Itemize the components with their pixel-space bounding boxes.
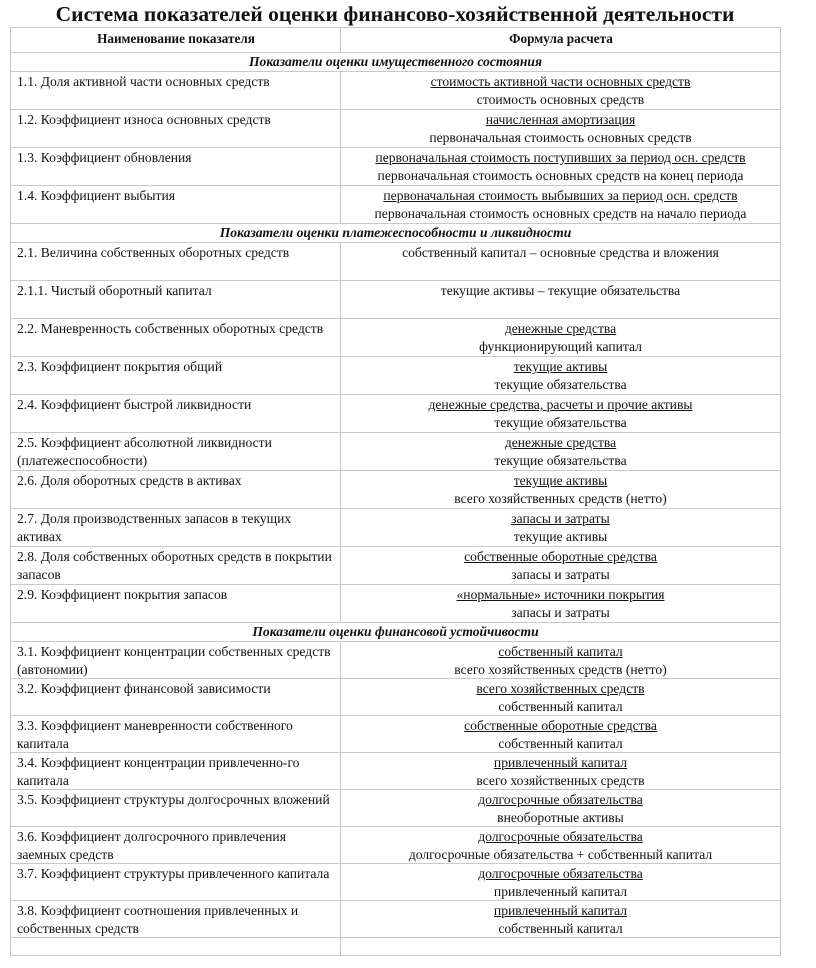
formula-denominator: собственный капитал <box>498 698 623 714</box>
indicator-name: 3.1. Коэффициент концентрации собственных средств (автономии) <box>11 642 341 679</box>
indicator-name: 3.7. Коэффициент структуры привлеченного капитала <box>11 864 341 901</box>
indicator-name: 1.2. Коэффициент износа основных средств <box>11 110 341 148</box>
formula-numerator: начисленная амортизация <box>485 112 636 127</box>
formula-cell <box>341 148 781 186</box>
table-row <box>11 827 781 864</box>
table-row <box>11 679 781 716</box>
indicator-name: 3.8. Коэффициент соотношения привлеченных и собственных средств <box>11 901 341 938</box>
indicator-name: 2.1.1. Чистый оборотный капитал <box>11 281 341 319</box>
formula-denominator: долгосрочные обязательства + собственный капитал <box>408 846 713 862</box>
formula-numerator: долгосрочные обязательства <box>478 829 643 844</box>
formula-denominator: всего хозяйственных средств <box>476 772 645 788</box>
formula-cell <box>341 433 781 471</box>
formula-cell <box>341 753 781 790</box>
formula-denominator: всего хозяйственных средств (нетто) <box>454 661 667 677</box>
formula-cell <box>341 901 781 938</box>
formula-denominator: всего хозяйственных средств (нетто) <box>454 490 667 506</box>
section-title: Показатели оценки финансовой устойчивости <box>11 623 781 642</box>
table-row <box>11 186 781 224</box>
table-row <box>11 395 781 433</box>
section-title: Показатели оценки платежеспособности и ликвидности <box>11 224 781 243</box>
header-formula: Формула расчета <box>341 28 781 53</box>
indicator-name: 3.3. Коэффициент маневренности собственного капитала <box>11 716 341 753</box>
formula-numerator: текущие активы <box>513 473 608 488</box>
table-row <box>11 433 781 471</box>
header-name: Наименование показателя <box>11 28 341 53</box>
formula-cell <box>341 509 781 547</box>
section-header-property <box>11 53 781 72</box>
formula-cell <box>341 642 781 679</box>
section-header-liquidity <box>11 224 781 243</box>
formula-numerator: долгосрочные обязательства <box>478 792 643 807</box>
empty-cell <box>341 938 781 956</box>
formula-text: собственный капитал – основные средства и вложения <box>402 245 719 260</box>
formula-numerator: первоначальная стоимость поступивших за период осн. средств <box>375 150 746 165</box>
formula-numerator: денежные средства <box>504 321 617 336</box>
table-row <box>11 72 781 110</box>
formula-numerator: запасы и затраты <box>511 511 610 526</box>
indicators-table <box>10 27 781 956</box>
formula-denominator: внеоборотные активы <box>497 809 624 825</box>
table-row <box>11 148 781 186</box>
indicator-name: 2.8. Доля собственных оборотных средств в покрытии запасов <box>11 547 341 585</box>
indicator-name: 2.9. Коэффициент покрытия запасов <box>11 585 341 623</box>
formula-numerator: всего хозяйственных средств <box>476 681 645 696</box>
indicator-name: 1.3. Коэффициент обновления <box>11 148 341 186</box>
formula-cell <box>341 395 781 433</box>
formula-numerator: денежные средства, расчеты и прочие активы <box>428 397 693 412</box>
indicator-name: 2.5. Коэффициент абсолютной ликвидности (платежеспособности) <box>11 433 341 471</box>
indicator-name: 1.1. Доля активной части основных средств <box>11 72 341 110</box>
table-row <box>11 243 781 281</box>
formula-cell <box>341 547 781 585</box>
formula-numerator: первоначальная стоимость выбывших за период осн. средств <box>383 188 738 203</box>
formula-cell <box>341 827 781 864</box>
formula-cell <box>341 357 781 395</box>
indicator-name: 3.2. Коэффициент финансовой зависимости <box>11 679 341 716</box>
formula-cell <box>341 864 781 901</box>
indicator-name: 1.4. Коэффициент выбытия <box>11 186 341 224</box>
table-row <box>11 585 781 623</box>
formula-denominator: первоначальная стоимость основных средств на конец периода <box>377 167 744 183</box>
table-row <box>11 901 781 938</box>
formula-cell <box>341 281 781 319</box>
empty-cell <box>11 938 341 956</box>
table-row <box>11 753 781 790</box>
table-row <box>11 509 781 547</box>
indicator-name: 3.5. Коэффициент структуры долгосрочных вложений <box>11 790 341 827</box>
page-title: Система показателей оценки финансово-хозяйственной деятельности <box>55 2 735 26</box>
table-row <box>11 357 781 395</box>
indicator-name: 2.2. Маневренность собственных оборотных средств <box>11 319 341 357</box>
formula-numerator: собственные оборотные средства <box>464 549 657 564</box>
formula-numerator: привлеченный капитал <box>493 903 628 918</box>
formula-numerator: долгосрочные обязательства <box>478 866 643 881</box>
formula-denominator: текущие обязательства <box>494 452 627 468</box>
section-header-stability <box>11 623 781 642</box>
formula-numerator: собственный капитал <box>498 644 623 659</box>
indicator-name: 3.6. Коэффициент долгосрочного привлечения заемных средств <box>11 827 341 864</box>
table-row <box>11 319 781 357</box>
formula-cell <box>341 243 781 281</box>
formula-denominator: текущие обязательства <box>494 376 627 392</box>
formula-denominator: привлеченный капитал <box>493 883 628 899</box>
formula-denominator: собственный капитал <box>498 920 623 936</box>
formula-text: текущие активы – текущие обязательства <box>440 283 681 298</box>
formula-denominator: функционирующий капитал <box>479 338 642 354</box>
table-row <box>11 716 781 753</box>
formula-denominator: запасы и затраты <box>511 604 610 620</box>
formula-denominator: стоимость основных средств <box>476 91 645 107</box>
formula-numerator: собственные оборотные средства <box>464 718 657 733</box>
formula-cell <box>341 319 781 357</box>
section-title: Показатели оценки имущественного состояния <box>11 53 781 72</box>
table-row <box>11 547 781 585</box>
formula-cell <box>341 716 781 753</box>
formula-numerator: «нормальные» источники покрытия <box>456 587 665 602</box>
table-row <box>11 790 781 827</box>
table-row <box>11 642 781 679</box>
formula-denominator: собственный капитал <box>498 735 623 751</box>
formula-denominator: первоначальная стоимость основных средств на начало периода <box>374 205 747 221</box>
formula-cell <box>341 585 781 623</box>
formula-cell <box>341 679 781 716</box>
indicator-name: 2.1. Величина собственных оборотных средств <box>11 243 341 281</box>
table-row <box>11 110 781 148</box>
table-row <box>11 471 781 509</box>
indicator-name: 2.7. Доля производственных запасов в текущих активах <box>11 509 341 547</box>
formula-denominator: текущие обязательства <box>494 414 627 430</box>
formula-numerator: денежные средства <box>504 435 617 450</box>
formula-numerator: текущие активы <box>513 359 608 374</box>
table-row <box>11 281 781 319</box>
formula-cell <box>341 790 781 827</box>
indicator-name: 2.3. Коэффициент покрытия общий <box>11 357 341 395</box>
formula-numerator: стоимость активной части основных средств <box>430 74 691 89</box>
formula-denominator: запасы и затраты <box>511 566 610 582</box>
table-row <box>11 864 781 901</box>
empty-row <box>11 938 781 956</box>
indicator-name: 3.4. Коэффициент концентрации привлеченно-го капитала <box>11 753 341 790</box>
indicator-name: 2.6. Доля оборотных средств в активах <box>11 471 341 509</box>
table-header-row <box>11 28 781 53</box>
formula-cell <box>341 471 781 509</box>
formula-numerator: привлеченный капитал <box>493 755 628 770</box>
formula-cell <box>341 72 781 110</box>
formula-denominator: первоначальная стоимость основных средств <box>429 129 692 145</box>
indicator-name: 2.4. Коэффициент быстрой ликвидности <box>11 395 341 433</box>
formula-cell <box>341 186 781 224</box>
formula-denominator: текущие активы <box>513 528 608 544</box>
formula-cell <box>341 110 781 148</box>
